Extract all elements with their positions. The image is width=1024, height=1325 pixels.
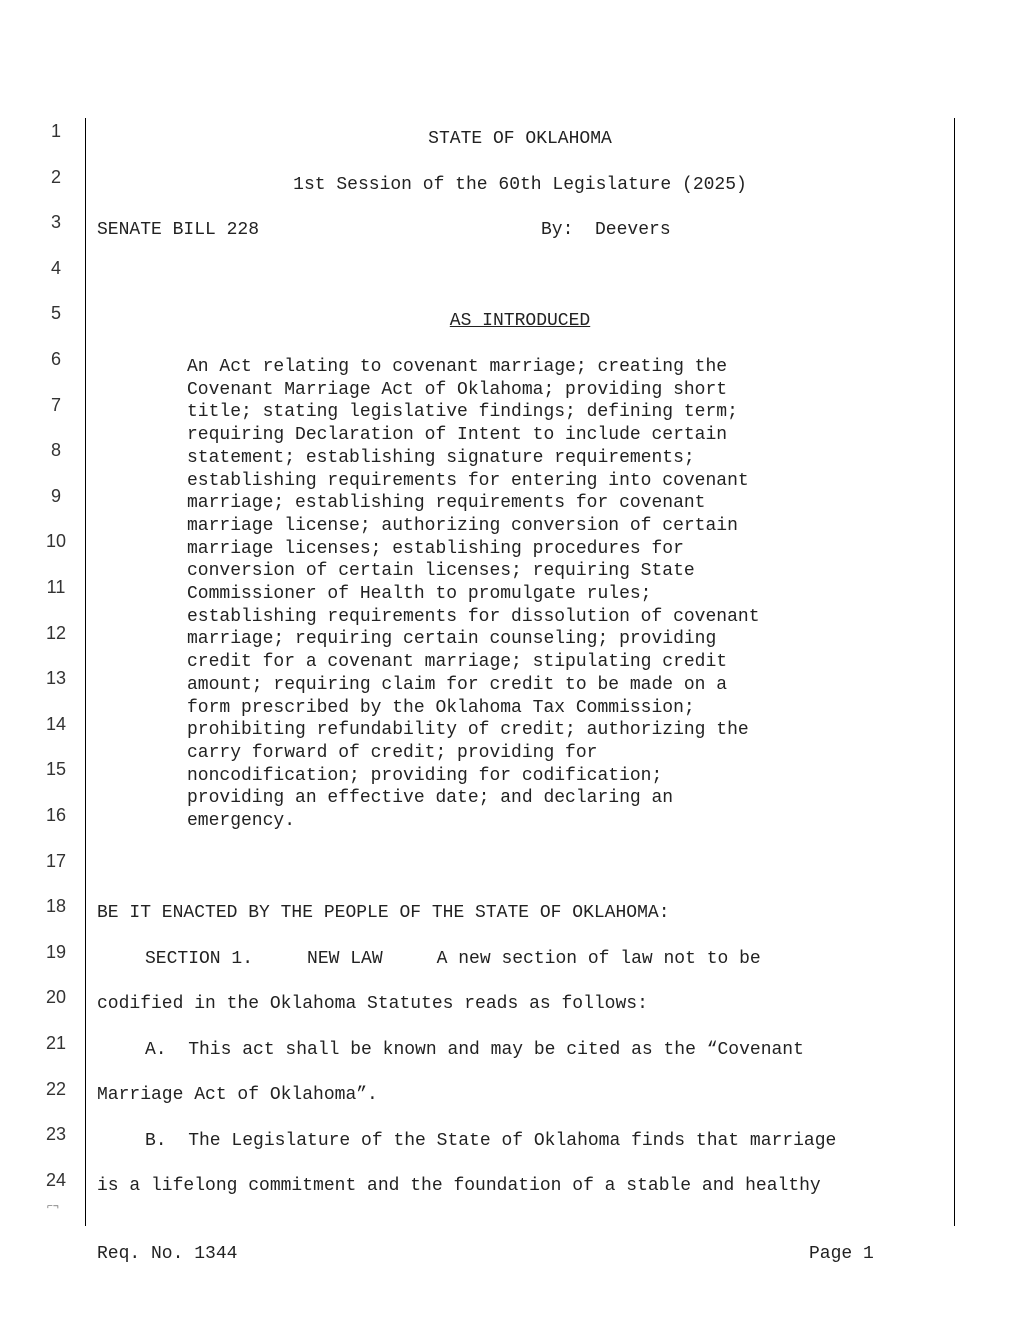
line-number: 13 xyxy=(45,668,67,689)
abstract-line: emergency. xyxy=(187,811,296,832)
line-number: 2 xyxy=(50,166,61,187)
abstract-line: form prescribed by the Oklahoma Tax Commission; xyxy=(187,697,695,718)
line-number: 8 xyxy=(50,440,61,461)
abstract-line: prohibiting refundability of credit; authorizing the xyxy=(187,720,749,741)
abstract-line: establishing requirements for entering into covenant xyxy=(187,470,749,491)
clipped-line-number-glyph: ⌐¬ xyxy=(47,1201,59,1212)
line-number: 17 xyxy=(45,850,67,871)
abstract-line: conversion of certain licenses; requiring State xyxy=(187,561,695,582)
line-number: 14 xyxy=(45,713,67,734)
abstract-line: marriage; requiring certain counseling; providing xyxy=(187,629,717,650)
line-number: 1 xyxy=(50,121,61,141)
abstract-line: marriage license; authorizing conversion of certain xyxy=(187,515,738,536)
section-1-heading: SECTION 1. NEW LAW A new section of law not to be xyxy=(145,949,761,969)
abstract-line: providing an effective date; and declaring an xyxy=(187,788,674,809)
line-number: 12 xyxy=(45,622,67,643)
abstract-line: Covenant Marriage Act of Oklahoma; providing short xyxy=(187,379,728,400)
request-number: Req. No. 1344 xyxy=(97,1244,238,1264)
bill-status-text: AS INTRODUCED xyxy=(449,311,591,331)
line-number: 6 xyxy=(50,349,61,369)
line-number: 21 xyxy=(45,1033,67,1053)
section-1-continuation: codified in the Oklahoma Statutes reads as follows: xyxy=(97,994,648,1014)
paragraph-a-line-1: A. This act shall be known and may be cited as the “Covenant xyxy=(145,1040,804,1060)
line-number: 15 xyxy=(45,759,67,780)
line-number: 5 xyxy=(50,303,61,324)
abstract-line: statement; establishing signature requirements; xyxy=(187,447,695,468)
line-number: 16 xyxy=(45,805,67,825)
line-number: 3 xyxy=(50,212,61,233)
line-number: 11 xyxy=(46,577,66,597)
abstract-line: noncodification; providing for codification; xyxy=(187,765,663,786)
bill-number: SENATE BILL 228 xyxy=(97,220,260,240)
right-margin-rule xyxy=(954,118,955,1226)
line-number: 7 xyxy=(50,394,61,415)
line-number: 4 xyxy=(50,257,61,278)
line-number: 22 xyxy=(45,1078,67,1099)
paragraph-b-line-1: B. The Legislature of the State of Oklahoma finds that marriage xyxy=(145,1131,837,1151)
abstract-line: Commissioner of Health to promulgate rules; xyxy=(187,584,652,605)
line-number: 24 xyxy=(45,1169,67,1190)
abstract-line: marriage licenses; establishing procedures for xyxy=(187,538,684,559)
abstract-line: marriage; establishing requirements for covenant xyxy=(187,493,706,514)
bill-author: By: Deevers xyxy=(541,220,671,240)
abstract-line: requiring Declaration of Intent to include certain xyxy=(187,425,728,446)
line-number: 9 xyxy=(50,485,61,506)
bill-abstract xyxy=(187,356,887,833)
abstract-line: establishing requirements for dissolution of covenant xyxy=(187,606,760,627)
bill-status xyxy=(86,310,954,332)
line-number: 10 xyxy=(45,531,67,552)
abstract-line: carry forward of credit; providing for xyxy=(187,742,598,763)
line-number: 19 xyxy=(45,941,67,962)
abstract-line: credit for a covenant marriage; stipulating credit xyxy=(187,652,728,673)
abstract-line: title; stating legislative findings; defining term; xyxy=(187,402,738,423)
abstract-line: An Act relating to covenant marriage; creating the xyxy=(187,357,728,377)
paragraph-a-line-2: Marriage Act of Oklahoma”. xyxy=(97,1085,378,1105)
enacting-clause: BE IT ENACTED BY THE PEOPLE OF THE STATE OF OKLAHOMA: xyxy=(97,903,670,923)
abstract-line: amount; requiring claim for credit to be made on a xyxy=(187,674,728,695)
line-number: 23 xyxy=(45,1124,67,1145)
session-heading: 1st Session of the 60th Legislature (2025) xyxy=(293,175,747,195)
left-margin-rule xyxy=(85,118,86,1226)
line-number: 18 xyxy=(45,896,67,917)
line-number: 20 xyxy=(45,987,67,1008)
paragraph-b-line-2: is a lifelong commitment and the foundation of a stable and healthy xyxy=(97,1176,821,1196)
state-heading: STATE OF OKLAHOMA xyxy=(428,129,612,149)
page-number: Page 1 xyxy=(809,1244,874,1264)
